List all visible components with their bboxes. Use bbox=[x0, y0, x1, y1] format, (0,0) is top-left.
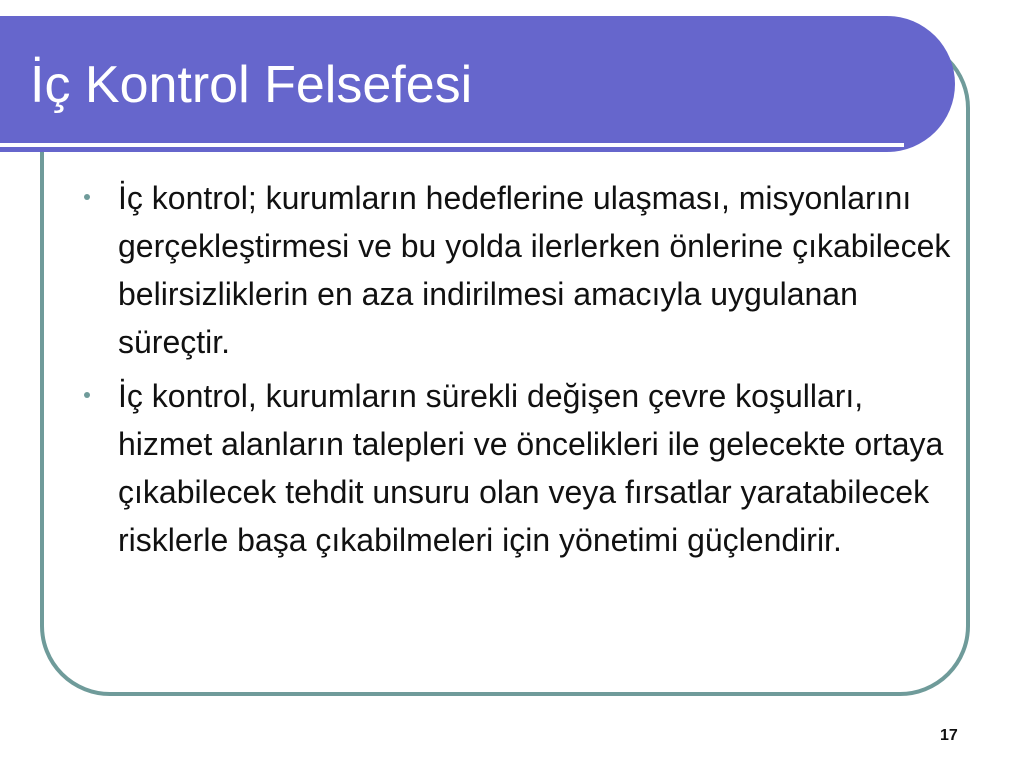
bullet-item bbox=[78, 372, 958, 564]
bullet-list bbox=[78, 174, 958, 570]
title-underline bbox=[0, 143, 904, 147]
bullet-dot-icon bbox=[84, 392, 90, 398]
bullet-item bbox=[78, 174, 958, 366]
bullet-text: İç kontrol; kurumların hedeflerine ulaşması, misyonlarını gerçekleştirmesi ve bu yolda ilerlerken önlerine çıkabilecek belirsizliklerin en aza indirilmesi amacıyla uygulanan süreçtir. bbox=[118, 180, 951, 360]
bullet-dot-icon bbox=[84, 194, 90, 200]
slide-title: İç Kontrol Felsefesi bbox=[30, 56, 473, 114]
bullet-text: İç kontrol, kurumların sürekli değişen çevre koşulları, hizmet alanların talepleri ve öncelikleri ile gelecekte ortaya çıkabilecek tehdit unsuru olan veya fırsatlar yaratabilecek risklerle başa çıkabilmeleri için yönetimi güçlendirir. bbox=[118, 378, 944, 558]
page-number: 17 bbox=[940, 727, 958, 744]
title-bar bbox=[0, 16, 955, 152]
